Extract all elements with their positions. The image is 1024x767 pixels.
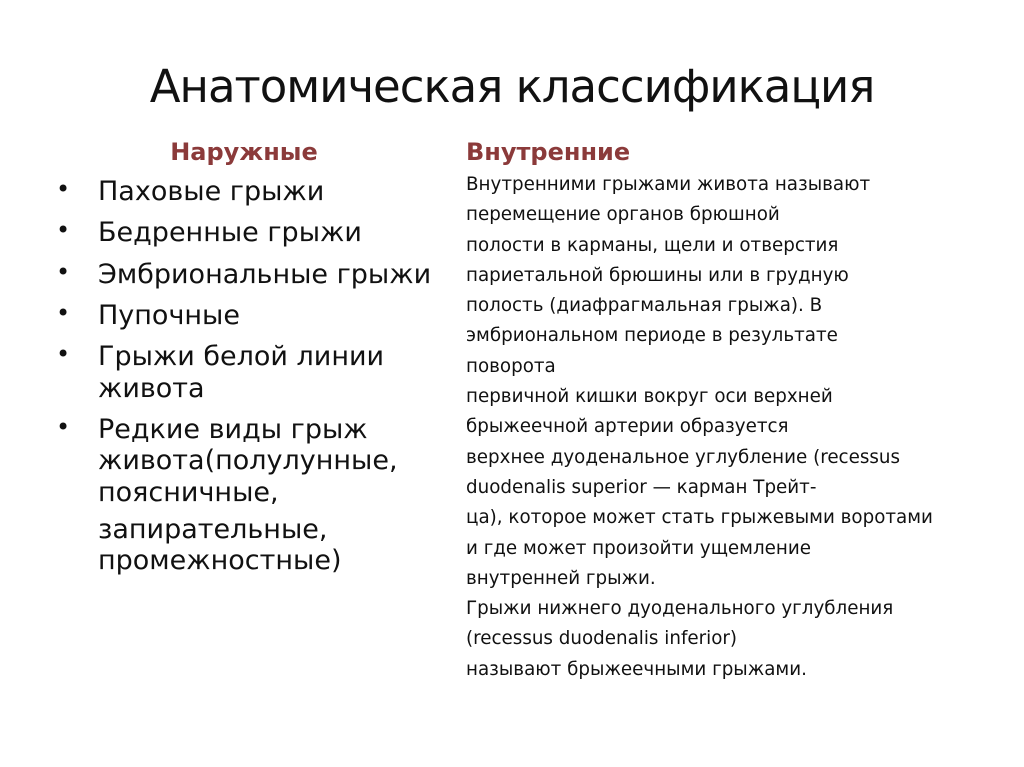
description-line: полости в карманы, щели и отверстия [466, 234, 839, 256]
list-item [54, 300, 434, 331]
external-heading: Наружные [170, 138, 318, 166]
description-line: ца), которое может стать грыжевыми воротами [466, 507, 933, 529]
description-line: брыжеечной артерии образуется [466, 416, 789, 438]
description-line: Внутренними грыжами живота называют [466, 174, 871, 195]
bullet-icon: • [56, 412, 71, 441]
list-item-text: Бедренные грыжи [98, 217, 362, 249]
list-item [54, 414, 434, 508]
description-line: верхнее дуоденальное углубление (recessus [466, 446, 901, 468]
list-item [54, 217, 434, 248]
list-continuation: запирательные, промежностные) [98, 513, 342, 577]
description-line: париетальной брюшины или в грудную [466, 264, 849, 286]
list-item [54, 259, 434, 290]
bullet-icon: • [56, 216, 71, 245]
internal-description [466, 170, 1006, 685]
bullet-icon: • [56, 340, 71, 369]
list-item-text: Редкие виды грыж живота(полулунные, поясничные, [98, 413, 398, 508]
description-line: (recessus duodenalis inferior) [466, 628, 738, 650]
list-item-text: Эмбриональные грыжи [98, 258, 432, 290]
internal-hernias-column [466, 138, 1006, 685]
description-line: полость (диафрагмальная грыжа). В [466, 295, 823, 317]
description-line: поворота [466, 355, 556, 377]
description-line: и где может произойти ущемление [466, 537, 811, 559]
description-line: Грыжи нижнего дуоденального углубления [466, 598, 894, 620]
list-item-text: Пупочные [98, 299, 240, 331]
description-line: перемещение органов брюшной [466, 204, 780, 226]
description-line: duodenalis superior — карман Трейт- [466, 476, 817, 498]
internal-heading: Внутренние [466, 138, 631, 166]
external-hernias-list [54, 176, 434, 508]
bullet-icon: • [56, 257, 71, 286]
description-line: первичной кишки вокруг оси верхней [466, 386, 833, 408]
list-item [54, 341, 434, 404]
bullet-icon: • [56, 298, 71, 327]
list-item-text: Паховые грыжи [98, 176, 325, 207]
external-hernias-column [54, 138, 434, 576]
list-item [54, 176, 434, 207]
description-line: называют брыжеечными грыжами. [466, 658, 807, 680]
list-item-text: Грыжи белой линии живота [98, 341, 385, 404]
description-line: эмбриональном периоде в результате [466, 325, 838, 347]
slide-title: Анатомическая классификация [149, 60, 875, 113]
description-line: внутренней грыжи. [466, 567, 656, 589]
bullet-icon: • [56, 175, 71, 203]
